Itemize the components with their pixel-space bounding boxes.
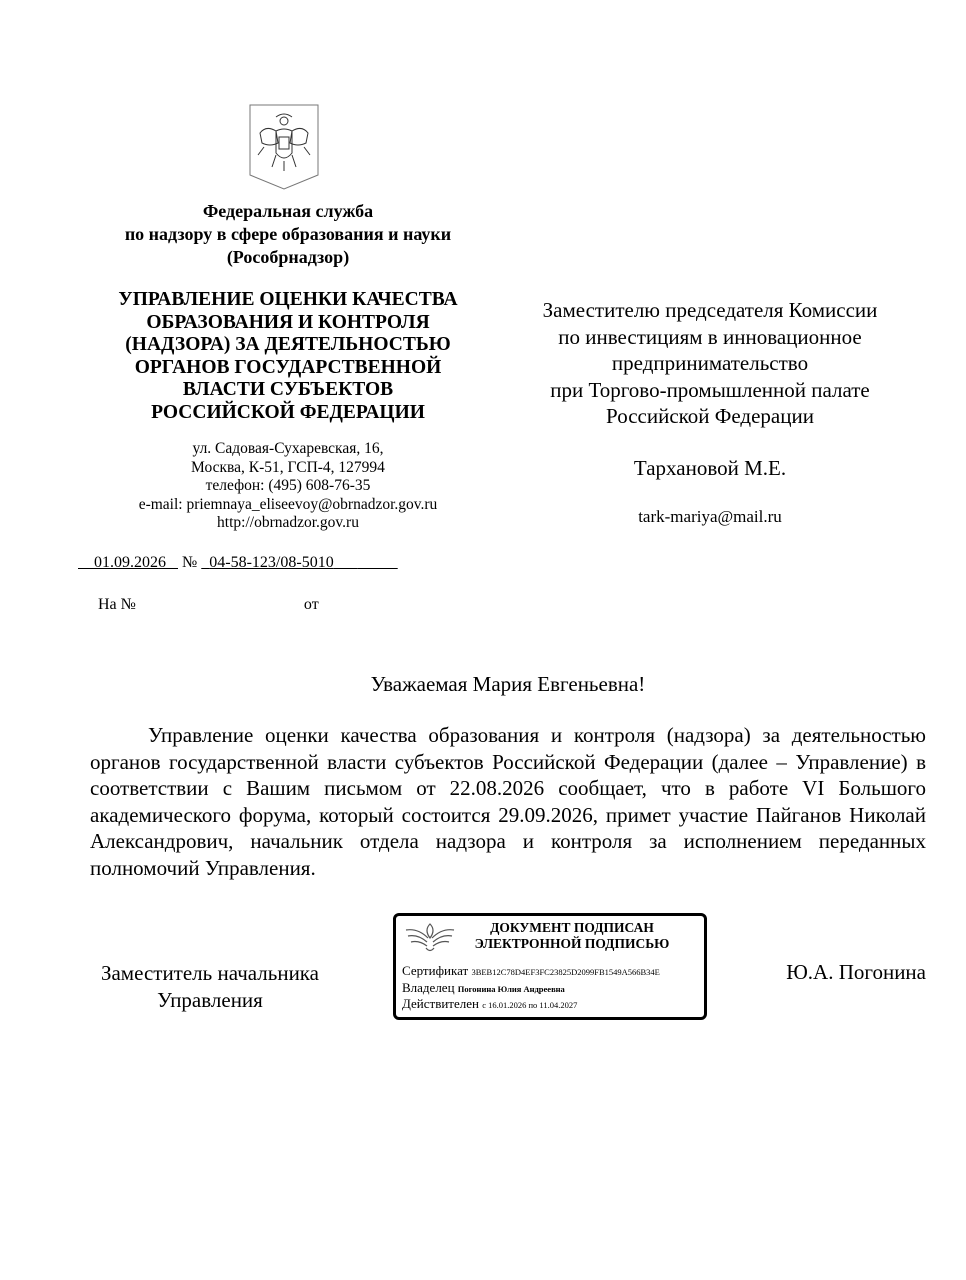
department-line: (НАДЗОРА) ЗА ДЕЯТЕЛЬНОСТЬЮ [125,334,451,355]
owner-value: Погонина Юлия Андреевна [457,984,565,994]
addressee-line: по инвестициям в инновационное [558,324,862,349]
website-line: http://obrnadzor.gov.ru [217,514,359,531]
signature-emblem-icon [402,920,458,956]
email-line: e-mail: priemnaya_eliseevoy@obrnadzor.gov.ru [138,495,438,513]
addressee-email: tark-mariya@mail.ru [638,507,782,526]
department-line: ОБРАЗОВАНИЯ И КОНТРОЛЯ [146,311,430,333]
department-address [90,440,486,533]
addressee-line: при Торгово-промышленной палате [550,377,870,402]
department-line: ОРГАНОВ ГОСУДАРСТВЕННОЙ [134,356,442,378]
owner-label: Владелец [402,980,455,995]
electronic-signature-stamp [393,913,707,1020]
agency-line: по надзору в сфере образования и науки [124,224,452,244]
department-line: УПРАВЛЕНИЕ ОЦЕНКИ КАЧЕСТВА [118,289,458,310]
registration-date: 01.09.2026 [94,554,166,571]
validity-label: Действителен [402,996,479,1011]
phone-line: телефон: (495) 608-76-35 [205,477,371,494]
addressee-line: Российской Федерации [606,404,814,428]
department-line: РОССИЙСКОЙ ФЕДЕРАЦИИ [151,401,425,423]
letter-body: Управление оценки качества образования и контроля (надзора) за деятельностью органов государственной власти субъектов Российской Федерации (далее – Управление) в соответствии с Вашим письмом от 22.08.2026 сообщает, что в работе VI Большого академического форума, который состоится 29.09.2026, примет участие Пайганов Николай Александрович, начальник отдела надзора и контроля за исполнением переданных полномочий Управления. [90,723,926,880]
agency-line: (Рособрнадзор) [226,247,350,267]
department-name [90,289,486,424]
address-line: ул. Садовая-Сухаревская, 16, [192,440,384,457]
certificate-value: 3BEB12C78D4EF3FC23825D2099FB1549A566B34E [471,967,660,977]
registration-line [78,554,398,572]
stamp-heading [452,920,692,952]
validity-value: с 16.01.2026 по 11.04.2027 [482,1000,578,1010]
coat-of-arms-emblem [246,103,322,191]
reference-prefix: На № [98,596,136,613]
signatory-title-line: Управления [157,988,263,1012]
signatory-title-line: Заместитель начальника [100,961,320,985]
number-sign: № [182,554,198,571]
address-line: Москва, К-51, ГСП-4, 127994 [191,458,385,476]
signatory-title [90,960,330,1014]
stamp-heading-line: ДОКУМЕНТ ПОДПИСАН [490,920,654,935]
addressee-line: Заместителю председателя Комиссии [542,298,878,322]
certificate-label: Сертификат [402,963,469,978]
registration-number: 04-58-123/08-5010 [209,554,334,571]
stamp-certificate-row [402,963,660,979]
stamp-validity-row [402,996,577,1012]
stamp-owner-row [402,980,565,996]
stamp-heading-line: ЭЛЕКТРОННОЙ ПОДПИСЬЮ [474,936,670,951]
addressee-name: Тархановой М.Е. [633,456,787,480]
reference-from: от [303,596,319,613]
agency-line: Федеральная служба [202,201,374,221]
agency-name [90,200,486,269]
greeting: Уважаемая Мария Евгеньевна! [370,672,646,696]
reference-line [98,596,435,614]
department-line: ВЛАСТИ СУБЪЕКТОВ [182,379,394,400]
addressee-line: предпринимательство [611,351,809,375]
addressee-block [500,297,920,430]
signatory-name: Ю.А. Погонина [786,960,926,984]
